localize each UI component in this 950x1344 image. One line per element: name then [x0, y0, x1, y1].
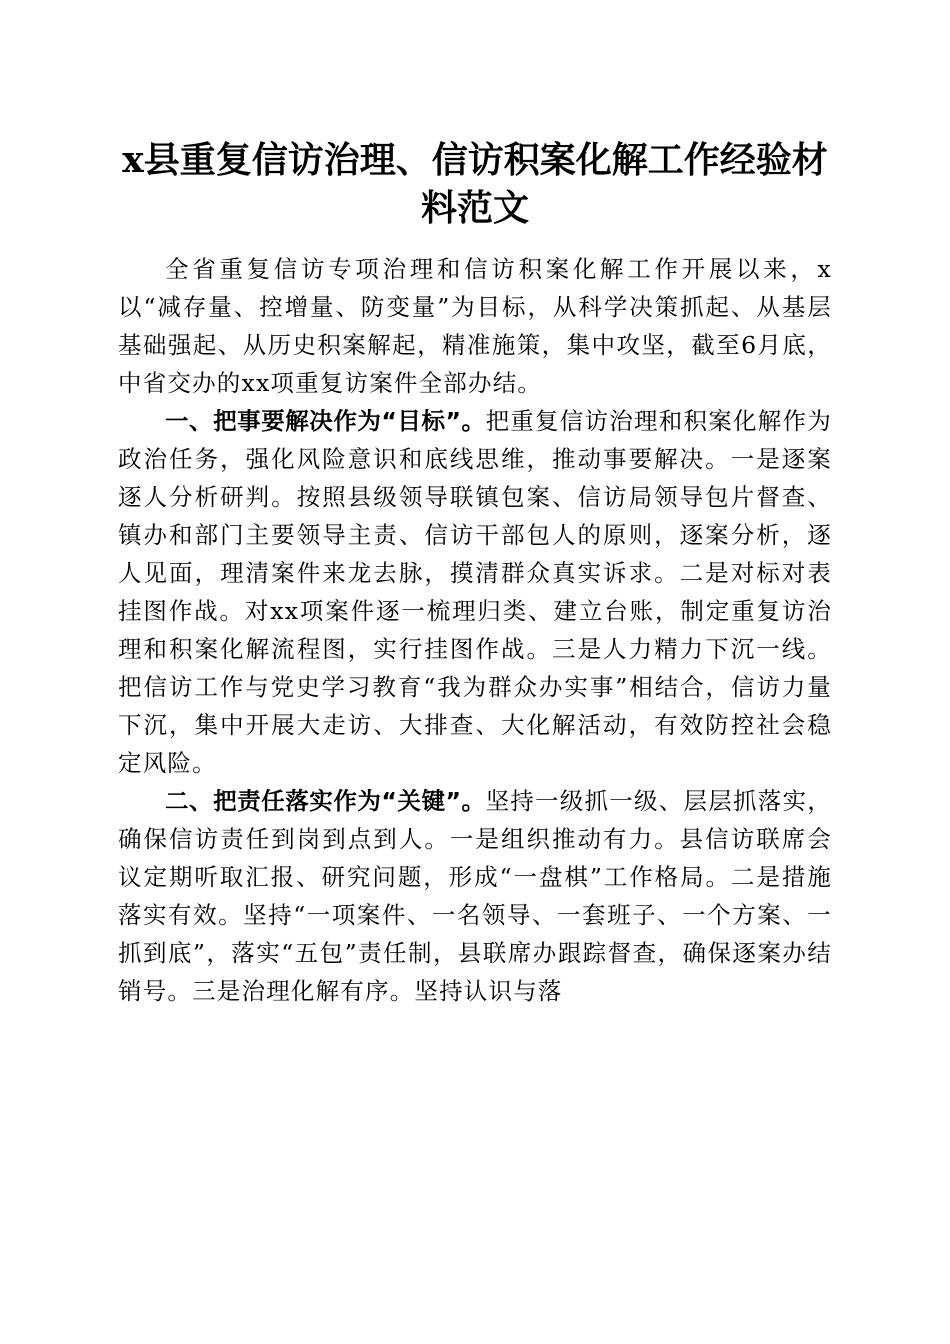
section-1-heading: 一、把事要解决作为“目标”。 — [165, 407, 486, 435]
intro-paragraph: 全省重复信访专项治理和信访积案化解工作开展以来，x以“减存量、控增量、防变量”为目标，从科学决策抓起、从基层基础强起、从历史积案解起，精准施策，集中攻坚，截至6月底，中省交办的xx项重复访案件全部办结。 — [118, 255, 832, 397]
title-line-1: x县重复信访治理、信访积案化解工作经验材 — [122, 139, 828, 181]
section-1-paragraph — [118, 402, 832, 782]
document-title — [110, 136, 840, 232]
section-2-text: 坚持一级抓一级、层层抓落实，确保信访责任到岗到点到人。一是组织推动有力。县信访联席会议定期听取汇报、研究问题，形成“一盘棋”工作格局。二是措施落实有效。坚持“一项案件、一名领导、一套班子、一个方案、一抓到底”，落实“五包”责任制，县联席办跟踪督查，确保逐案办结销号。三是治理化解有序。坚持认识与落 — [118, 787, 832, 1005]
section-2-paragraph — [118, 782, 832, 1010]
document-body — [118, 250, 832, 1010]
section-2-heading: 二、把责任落实作为“关键”。 — [165, 787, 486, 815]
section-1-text: 把重复信访治理和积案化解作为政治任务，强化风险意识和底线思维，推动事要解决。一是逐案逐人分析研判。按照县级领导联镇包案、信访局领导包片督查、镇办和部门主要领导主责、信访干部包人的原则，逐案分析，逐人见面，理清案件来龙去脉，摸清群众真实诉求。二是对标对表挂图作战。对xx项案件逐一梳理归类、建立台账，制定重复访治理和积案化解流程图，实行挂图作战。三是人力精力下沉一线。把信访工作与党史学习教育“我为群众办实事”相结合，信访力量下沉，集中开展大走访、大排查、大化解活动，有效防控社会稳定风险。 — [118, 407, 832, 777]
title-line-2: 料范文 — [420, 187, 529, 229]
